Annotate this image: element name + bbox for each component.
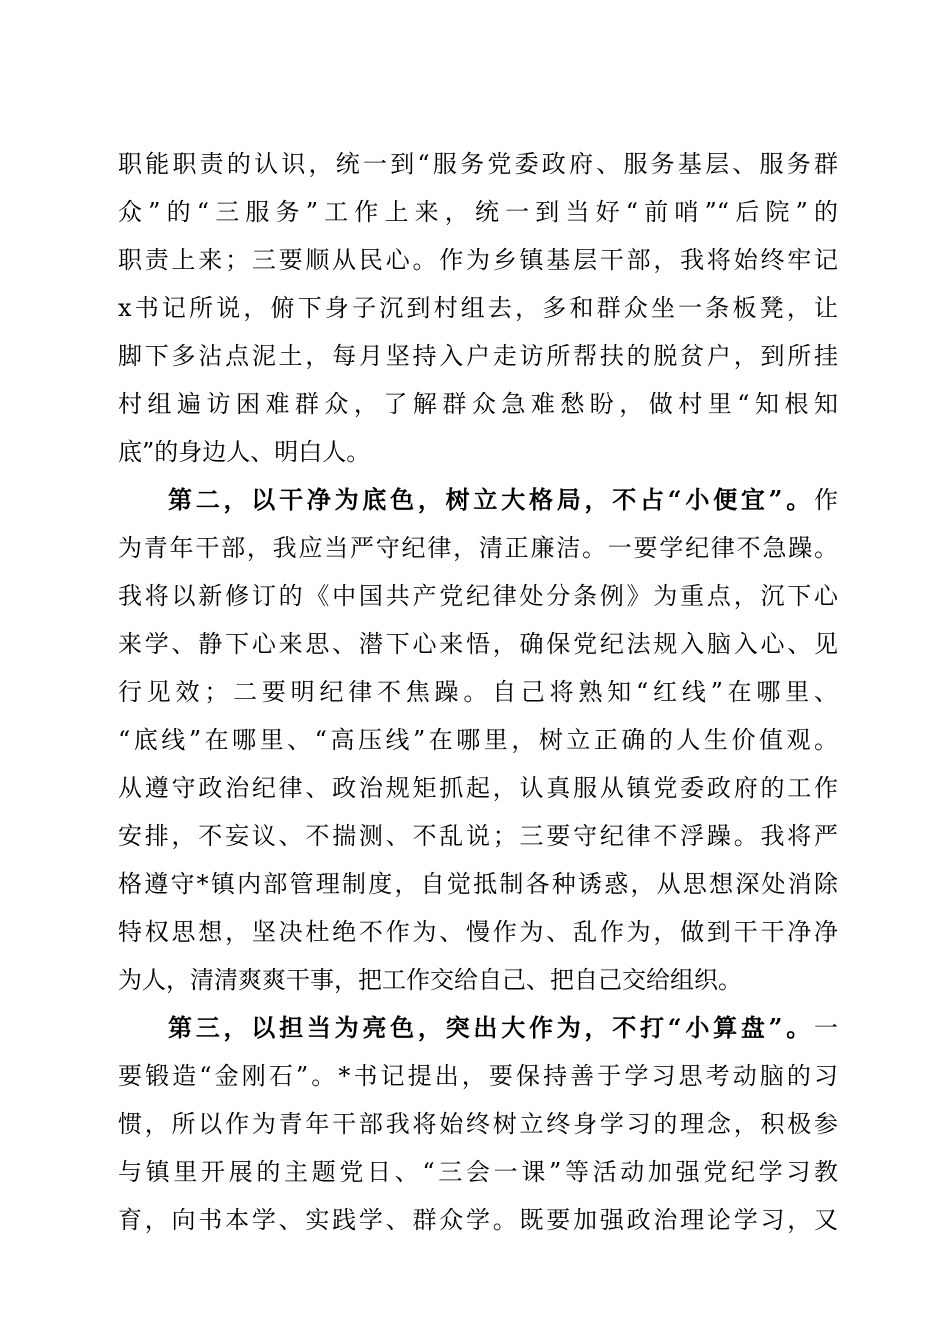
text-run: 为人，清清爽爽干事，把工作交给自己、把自己交给组织。 <box>118 966 742 994</box>
paragraph-line <box>118 1100 838 1148</box>
text-run: 底”的身边人、明白人。 <box>118 438 371 466</box>
text-run: 众”的“三服务”工作上来，统一到当好“前哨”“后院”的 <box>118 198 838 226</box>
text-run: 为青年干部，我应当严守纪律，清正廉洁。一要学纪律不急躁。 <box>118 534 838 562</box>
paragraph-line <box>118 476 838 524</box>
section-heading: 第二，以干净为底色，树立大格局，不占“小便宜”。 <box>168 485 814 514</box>
paragraph-line <box>118 716 838 764</box>
paragraph-line <box>118 764 838 812</box>
body-text <box>118 140 838 1244</box>
paragraph-line <box>118 668 838 716</box>
paragraph-line <box>118 428 838 476</box>
paragraph-line <box>118 1004 838 1052</box>
paragraph-line <box>118 1052 838 1100</box>
text-run: 育，向书本学、实践学、群众学。既要加强政治理论学习，又 <box>118 1206 838 1234</box>
paragraph-line <box>118 284 838 332</box>
text-run: 从遵守政治纪律、政治规矩抓起，认真服从镇党委政府的工作 <box>118 774 838 802</box>
text-run: 特权思想，坚决杜绝不作为、慢作为、乱作为，做到干干净净 <box>118 918 838 946</box>
text-run: 村组遍访困难群众，了解群众急难愁盼，做村里“知根知 <box>118 390 838 418</box>
paragraph-line <box>118 908 838 956</box>
text-run: “底线”在哪里、“高压线”在哪里，树立正确的人生价值观。 <box>118 726 838 754</box>
paragraph-line <box>118 188 838 236</box>
text-run: 与镇里开展的主题党日、“三会一课”等活动加强党纪学习教 <box>118 1158 838 1186</box>
paragraph-line <box>118 1196 838 1244</box>
paragraph-line <box>118 524 838 572</box>
paragraph-line <box>118 572 838 620</box>
paragraph-line <box>118 332 838 380</box>
text-run: 作 <box>814 486 838 514</box>
paragraph-line <box>118 812 838 860</box>
paragraph-line <box>118 620 838 668</box>
text-run: 要锻造“金刚石”。*书记提出，要保持善于学习思考动脑的习 <box>118 1062 838 1090</box>
paragraph-line <box>118 956 838 1004</box>
paragraph-line <box>118 1148 838 1196</box>
text-run: 职责上来；三要顺从民心。作为乡镇基层干部，我将始终牢记 <box>118 246 838 274</box>
text-run: x书记所说，俯下身子沉到村组去，多和群众坐一条板凳，让 <box>118 294 838 322</box>
paragraph-line <box>118 140 838 188</box>
paragraph-line <box>118 860 838 908</box>
paragraph-line <box>118 380 838 428</box>
text-run: 行见效；二要明纪律不焦躁。自己将熟知“红线”在哪里、 <box>118 678 838 706</box>
paragraph-line <box>118 236 838 284</box>
section-heading: 第三，以担当为亮色，突出大作为，不打“小算盘”。 <box>168 1013 814 1042</box>
text-run: 惯，所以作为青年干部我将始终树立终身学习的理念，积极参 <box>118 1110 838 1138</box>
text-run: 职能职责的认识，统一到“服务党委政府、服务基层、服务群 <box>118 150 838 178</box>
text-run: 安排，不妄议、不揣测、不乱说；三要守纪律不浮躁。我将严 <box>118 822 838 850</box>
text-run: 我将以新修订的《中国共产党纪律处分条例》为重点，沉下心 <box>118 582 838 610</box>
text-run: 脚下多沾点泥土，每月坚持入户走访所帮扶的脱贫户，到所挂 <box>118 342 838 370</box>
text-run: 来学、静下心来思、潜下心来悟，确保党纪法规入脑入心、见 <box>118 630 838 658</box>
text-run: 格遵守*镇内部管理制度，自觉抵制各种诱惑，从思想深处消除 <box>118 870 838 898</box>
text-run: 一 <box>814 1014 838 1042</box>
